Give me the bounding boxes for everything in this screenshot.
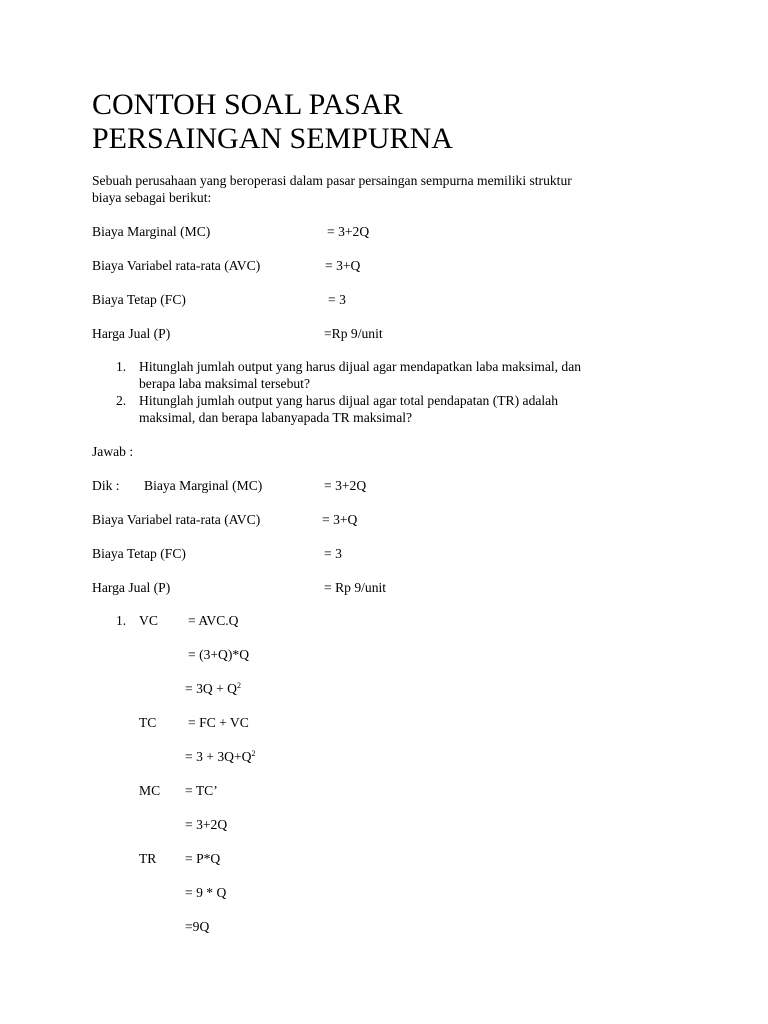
given-mc-label: Biaya Marginal (MC) (92, 224, 211, 239)
tc-exponent: 2 (251, 749, 256, 758)
mc-label: MC (139, 783, 161, 798)
dik-avc-value: = 3+Q (322, 512, 358, 527)
question-1-line-1: Hitunglah jumlah output yang harus dijual agar mendapatkan laba maksimal, dan (139, 359, 582, 374)
tr-line-2: = 9 * Q (185, 885, 227, 900)
given-price-value: =Rp 9/unit (324, 326, 383, 341)
dik-fc-value: = 3 (324, 546, 342, 561)
vc-line-2: = (3+Q)*Q (188, 647, 250, 662)
given-fc-value: = 3 (328, 292, 346, 307)
given-avc-label: Biaya Variabel rata-rata (AVC) (92, 258, 261, 273)
tc-line-2-text: = 3 + 3Q+Q (185, 749, 252, 764)
question-1-number: 1. (116, 359, 127, 374)
answer-heading: Jawab : (92, 444, 134, 459)
vc-exponent: 2 (236, 681, 241, 690)
document-title (92, 88, 453, 156)
vc-line-3-text: = 3Q + Q (185, 681, 237, 696)
intro-line-2: biaya sebagai berikut: (92, 190, 212, 205)
tc-label: TC (139, 715, 157, 730)
dik-mc-label: Biaya Marginal (MC) (144, 478, 263, 493)
question-2-line-2: maksimal, dan berapa labanyapada TR maksimal? (139, 410, 413, 425)
given-fc-label: Biaya Tetap (FC) (92, 292, 186, 307)
dik-price-value: = Rp 9/unit (324, 580, 387, 595)
dik-mc-value: = 3+2Q (324, 478, 367, 493)
dik-price-label: Harga Jual (P) (92, 580, 171, 595)
tr-line-3: =9Q (185, 919, 210, 934)
mc-line-1: = TC’ (185, 783, 218, 798)
vc-line-1: = AVC.Q (188, 613, 239, 628)
solution-number: 1. (116, 613, 127, 628)
dik-fc-label: Biaya Tetap (FC) (92, 546, 186, 561)
dik-avc-label: Biaya Variabel rata-rata (AVC) (92, 512, 261, 527)
tr-label: TR (139, 851, 157, 866)
dik-prefix: Dik : (92, 478, 120, 493)
tc-line-2 (185, 748, 255, 765)
title-line-2: PERSAINGAN SEMPURNA (92, 122, 453, 155)
given-avc-value: = 3+Q (325, 258, 361, 273)
tc-line-1: = FC + VC (188, 715, 249, 730)
given-mc-value: = 3+2Q (327, 224, 370, 239)
question-2-line-1: Hitunglah jumlah output yang harus dijual agar total pendapatan (TR) adalah (139, 393, 559, 408)
vc-label: VC (139, 613, 158, 628)
question-1-line-2: berapa laba maksimal tersebut? (139, 376, 310, 391)
tr-line-1: = P*Q (185, 851, 221, 866)
question-2-number: 2. (116, 393, 127, 408)
intro-line-1: Sebuah perusahaan yang beroperasi dalam pasar persaingan sempurna memiliki struktur (92, 173, 572, 188)
vc-line-3 (185, 680, 241, 697)
mc-line-2: = 3+2Q (185, 817, 228, 832)
given-price-label: Harga Jual (P) (92, 326, 171, 341)
title-line-1: CONTOH SOAL PASAR (92, 88, 403, 121)
